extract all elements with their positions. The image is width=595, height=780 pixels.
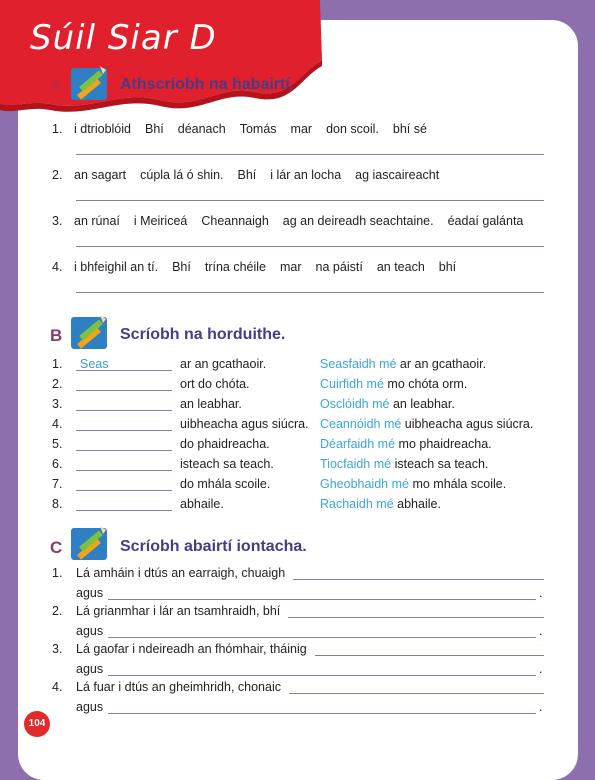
answer-rest: mo phaidreacha. [398, 437, 492, 451]
answer-line[interactable] [108, 637, 536, 638]
scrambled-word: bhí sé [392, 122, 427, 136]
agus-label: agus [76, 662, 104, 676]
answer-blank[interactable] [76, 497, 172, 511]
answer-line[interactable] [108, 599, 536, 600]
answer-verb: Seasfaidh mé [320, 357, 397, 371]
answer-blank[interactable] [76, 417, 172, 431]
command-text: abhaile. [180, 497, 224, 511]
scrambled-word: cúpla lá ó shin. [140, 168, 224, 182]
answer-line[interactable] [315, 655, 544, 656]
section-b-title: Scríobh na horduithe. [120, 326, 286, 343]
item-number: 3. [52, 397, 63, 411]
section-a-letter: A [50, 76, 63, 95]
agus-label: agus [76, 586, 104, 600]
pencil-icon [70, 64, 110, 102]
word-list [74, 122, 441, 136]
item-number: 5. [52, 437, 63, 451]
section-b-letter: B [50, 326, 63, 345]
scrambled-word: an sagart [74, 168, 127, 182]
example-answer [320, 497, 441, 511]
pencil-icon [70, 524, 110, 562]
answer-verb: Rachaidh mé [320, 497, 394, 511]
command-line [76, 477, 270, 491]
command-text: an leabhar. [180, 397, 242, 411]
command-text: do phaidreacha. [180, 437, 270, 451]
sentence-start: Lá grianmhar i lár an tsamhraidh, bhí [76, 604, 281, 618]
word-list [74, 260, 470, 274]
period: . [539, 586, 543, 600]
answer-blank[interactable] [76, 397, 172, 411]
answer-line[interactable] [293, 579, 544, 580]
answer-rest: abhaile. [397, 497, 441, 511]
sentence-start: Lá gaofar i ndeireadh an fhómhair, tháinig [76, 642, 307, 656]
scrambled-word: ag an deireadh seachtaine. [282, 214, 434, 228]
example-answer [320, 417, 533, 431]
scrambled-word: na páistí [315, 260, 363, 274]
item-number: 2. [52, 604, 63, 618]
answer-rest: mo chóta orm. [387, 377, 468, 391]
scrambled-word: an teach [376, 260, 425, 274]
answer-line[interactable] [289, 693, 544, 694]
scrambled-word: Bhí [237, 168, 257, 182]
period: . [539, 700, 543, 714]
scrambled-word: Bhí [172, 260, 191, 274]
item-number: 2. [52, 377, 63, 391]
item-number: 3. [52, 642, 63, 656]
scrambled-word: don scoil. [326, 122, 379, 136]
period: . [539, 624, 543, 638]
item-number: 1. [52, 122, 63, 136]
scrambled-word: déanach [177, 122, 226, 136]
word-list [74, 168, 453, 182]
command-line [76, 457, 274, 471]
answer-line[interactable] [76, 154, 544, 155]
scrambled-word: i bhfeighil an tí. [74, 260, 159, 274]
item-number: 4. [52, 417, 63, 431]
answer-blank[interactable] [76, 477, 172, 491]
item-number: 2. [52, 168, 63, 182]
command-line [76, 377, 250, 391]
item-number: 1. [52, 566, 63, 580]
command-text: isteach sa teach. [180, 457, 274, 471]
scrambled-word: mar [290, 122, 313, 136]
item-number: 7. [52, 477, 63, 491]
scrambled-word: Tomás [239, 122, 277, 136]
item-number: 4. [52, 680, 63, 694]
scrambled-word: bhí [438, 260, 457, 274]
word-list [74, 214, 537, 228]
command-text: ort do chóta. [180, 377, 250, 391]
answer-rest: isteach sa teach. [394, 457, 489, 471]
command-line [76, 397, 242, 411]
section-c-letter: C [50, 538, 63, 557]
answer-blank[interactable] [76, 437, 172, 451]
item-number: 8. [52, 497, 63, 511]
scrambled-word: Cheannaigh [201, 214, 269, 228]
example-answer [320, 477, 506, 491]
answer-line[interactable] [108, 713, 536, 714]
answer-blank[interactable] [76, 377, 172, 391]
item-number: 6. [52, 457, 63, 471]
answer-blank[interactable] [76, 457, 172, 471]
example-answer [320, 397, 455, 411]
command-line [76, 417, 309, 431]
page-number: 104 [24, 711, 50, 737]
scrambled-word: i lár an locha [270, 168, 342, 182]
period: . [539, 662, 543, 676]
command-text: ar an gcathaoir. [180, 357, 267, 371]
command-line [76, 497, 224, 511]
scrambled-word: an rúnaí [74, 214, 120, 228]
item-number: 4. [52, 260, 63, 274]
answer-line[interactable] [108, 675, 536, 676]
example-answer [320, 437, 492, 451]
answer-verb: Ceannóidh mé [320, 417, 402, 431]
sentence-start: Lá amháin i dtús an earraigh, chuaigh [76, 566, 286, 580]
answer-verb: Déarfaidh mé [320, 437, 396, 451]
answer-rest: ar an gcathaoir. [399, 357, 487, 371]
answer-line[interactable] [76, 246, 544, 247]
example-answer [320, 377, 467, 391]
example-answer [320, 357, 486, 371]
answer-rest: mo mhála scoile. [412, 477, 507, 491]
scrambled-word: i Meiriceá [133, 214, 188, 228]
agus-label: agus [76, 624, 104, 638]
answer-verb: Gheobhaidh mé [320, 477, 409, 491]
scrambled-word: i dtrioblóid [74, 122, 131, 136]
item-number: 3. [52, 214, 63, 228]
command-line [76, 437, 270, 451]
scrambled-word: trína chéile [204, 260, 267, 274]
section-c-title: Scríobh abairtí iontacha. [120, 538, 307, 555]
command-text: uibheacha agus siúcra. [180, 417, 309, 431]
page-title: Súil Siar D [30, 18, 217, 58]
answer-line[interactable] [288, 617, 544, 618]
sentence-start: Lá fuar i dtús an gheimhridh, chonaic [76, 680, 281, 694]
pencil-icon [70, 313, 110, 351]
answer-line[interactable] [76, 292, 544, 293]
agus-label: agus [76, 700, 104, 714]
answer-verb: Tiocfaidh mé [320, 457, 392, 471]
answer-verb: Cuirfidh mé [320, 377, 384, 391]
scrambled-word: mar [280, 260, 302, 274]
answer-verb: Osclóidh mé [320, 397, 390, 411]
answer-blank[interactable]: Seas [76, 357, 172, 371]
scrambled-word: Bhí [144, 122, 164, 136]
scrambled-word: éadaí galánta [447, 214, 524, 228]
answer-rest: an leabhar. [392, 397, 455, 411]
scrambled-word: ag iascaireacht [355, 168, 440, 182]
example-answer [320, 457, 488, 471]
item-number: 1. [52, 357, 63, 371]
command-text: do mhála scoile. [180, 477, 271, 491]
answer-rest: uibheacha agus siúcra. [404, 417, 534, 431]
answer-line[interactable] [76, 200, 544, 201]
section-a-title: Athscríobh na habairtí. [120, 76, 295, 93]
command-line [76, 357, 266, 371]
